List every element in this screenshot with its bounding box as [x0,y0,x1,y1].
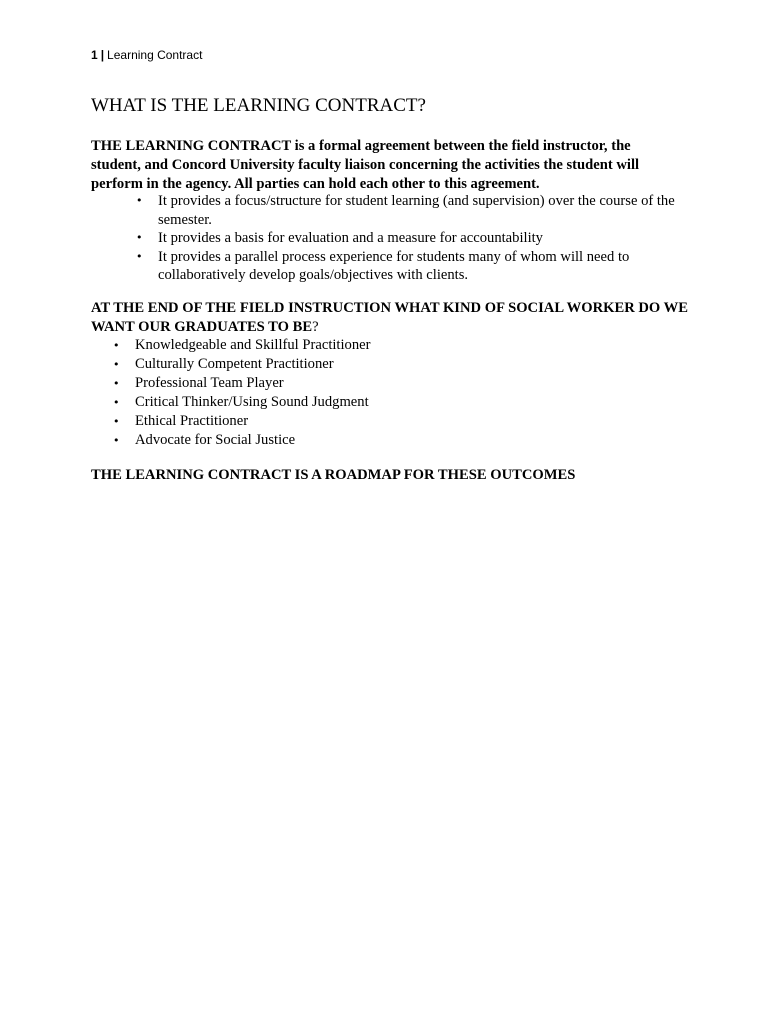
list-item [136,229,681,248]
list-item [113,336,370,355]
bullet-icon: • [113,358,120,371]
list-item-text: It provides a parallel process experience for students many of whom will need to collaboratively develop goals/objectives with clients. [158,248,630,283]
header-title: Learning Contract [107,48,203,62]
intro-paragraph: THE LEARNING CONTRACT is a formal agreement between the field instructor, the student, and Concord University faculty liaison concerning the activities the student will perform in the agency. All parties can hold each other to this agreement. [91,138,640,192]
list-item-text: Culturally Competent Practitioner [135,356,334,372]
intro-bullet-list [136,192,681,285]
bullet-icon: • [113,377,120,390]
bullet-icon: • [136,249,143,263]
question-mark: ? [312,318,319,335]
bullet-icon: • [136,231,143,244]
bullet-icon: • [113,396,120,409]
list-item [113,412,370,431]
outcomes-list [113,336,370,450]
closing-statement: THE LEARNING CONTRACT IS A ROADMAP FOR THESE OUTCOMES [91,467,576,483]
question-text: AT THE END OF THE FIELD INSTRUCTION WHAT KIND OF SOCIAL WORKER DO WE WANT OUR GRADUATES TO BE [91,300,688,335]
list-item [113,374,370,393]
list-item-text: Advocate for Social Justice [135,432,296,448]
list-item [136,192,681,229]
bullet-icon: • [113,415,120,428]
bullet-icon: • [113,339,120,352]
list-item-text: It provides a basis for evaluation and a measure for accountability [158,230,543,246]
list-item [136,248,681,285]
list-item-text: It provides a focus/structure for student learning (and supervision) over the course of the semester. [158,193,675,228]
list-item [113,355,370,374]
list-item-text: Critical Thinker/Using Sound Judgment [135,394,369,410]
list-item-text: Ethical Practitioner [135,413,249,429]
list-item-text: Knowledgeable and Skillful Practitioner [135,337,371,353]
page-header [91,47,202,63]
question-heading [91,299,691,336]
list-item [113,393,370,412]
header-separator: | [100,48,105,62]
list-item-text: Professional Team Player [135,375,284,391]
list-item [113,431,370,450]
page-title: WHAT IS THE LEARNING CONTRACT? [91,95,426,116]
bullet-icon: • [113,434,120,447]
page-number: 1 [91,48,98,62]
bullet-icon: • [136,194,143,207]
